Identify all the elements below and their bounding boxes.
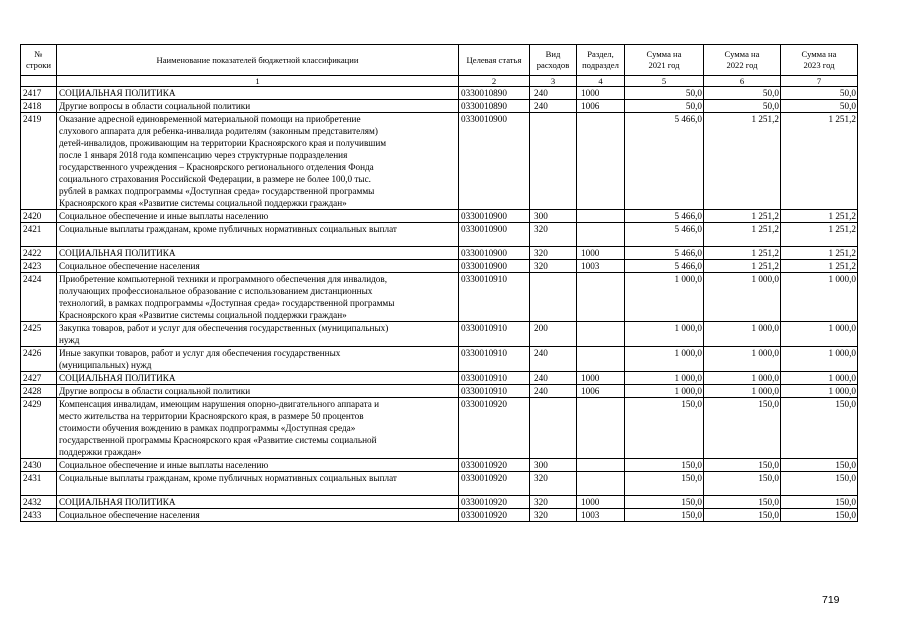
table-body xyxy=(21,87,858,522)
expense-type xyxy=(530,113,577,210)
expense-type xyxy=(530,273,577,322)
section-code: 1003 xyxy=(577,509,625,522)
sum-2022: 1 251,2 xyxy=(704,113,781,210)
column-number: 5 xyxy=(625,76,704,87)
header-expense-type: Вид расходов xyxy=(530,45,577,76)
expense-type: 240 xyxy=(530,385,577,398)
table-row xyxy=(21,398,858,459)
sum-2021: 5 466,0 xyxy=(625,113,704,210)
sum-2021: 150,0 xyxy=(625,398,704,459)
sum-2023: 150,0 xyxy=(781,459,858,472)
table-row xyxy=(21,496,858,509)
target-article: 0330010910 xyxy=(459,372,530,385)
page-number: 719 xyxy=(822,594,840,606)
sum-2021: 1 000,0 xyxy=(625,322,704,347)
sum-2022: 1 000,0 xyxy=(704,385,781,398)
indicator-name: Социальные выплаты гражданам, кроме публичных нормативных социальных выплат xyxy=(57,223,459,247)
sum-2023: 1 251,2 xyxy=(781,113,858,210)
target-article: 0330010920 xyxy=(459,509,530,522)
table-row xyxy=(21,273,858,322)
section-code xyxy=(577,210,625,223)
expense-type: 320 xyxy=(530,223,577,247)
target-article: 0330010920 xyxy=(459,398,530,459)
sum-2022: 1 000,0 xyxy=(704,273,781,322)
expense-type: 240 xyxy=(530,100,577,113)
sum-2022: 150,0 xyxy=(704,509,781,522)
expense-type: 320 xyxy=(530,247,577,260)
expense-type: 320 xyxy=(530,509,577,522)
column-number-row xyxy=(21,76,858,87)
sum-2023: 50,0 xyxy=(781,100,858,113)
sum-2021: 1 000,0 xyxy=(625,372,704,385)
section-code: 1006 xyxy=(577,385,625,398)
expense-type: 320 xyxy=(530,260,577,273)
sum-2022: 50,0 xyxy=(704,100,781,113)
section-code: 1003 xyxy=(577,260,625,273)
column-number: 6 xyxy=(704,76,781,87)
sum-2021: 5 466,0 xyxy=(625,210,704,223)
indicator-name: Оказание адресной единовременной материальной помощи на приобретение слухового аппарата для ребенка-инвалида родителям (законным представителям) детей-инвалидов, проживающим на территории Красноярского края и получившим после 1 января 2018 года компенсацию через структурные подразделения государственного учреждения – Красноярского регионального отделения Фонда социального страхования Российской Федерации, в размере не более 100,0 тыс. рублей в рамках подпрограммы «Доступная среда» государственной программы Красноярского края «Развитие системы социальной поддержки граждан» xyxy=(57,113,459,210)
sum-2023: 150,0 xyxy=(781,398,858,459)
table-row xyxy=(21,223,858,247)
indicator-name: СОЦИАЛЬНАЯ ПОЛИТИКА xyxy=(57,87,459,100)
column-number: 7 xyxy=(781,76,858,87)
sum-2023: 1 251,2 xyxy=(781,210,858,223)
sum-2023: 1 251,2 xyxy=(781,247,858,260)
column-number: 3 xyxy=(530,76,577,87)
row-number: 2430 xyxy=(21,459,57,472)
expense-type: 200 xyxy=(530,322,577,347)
section-code xyxy=(577,347,625,372)
table-row xyxy=(21,459,858,472)
section-code: 1000 xyxy=(577,372,625,385)
expense-type: 300 xyxy=(530,210,577,223)
indicator-name: Другие вопросы в области социальной политики xyxy=(57,385,459,398)
target-article: 0330010920 xyxy=(459,496,530,509)
sum-2023: 1 251,2 xyxy=(781,260,858,273)
indicator-name: Иные закупки товаров, работ и услуг для обеспечения государственных (муниципальных) нужд xyxy=(57,347,459,372)
target-article: 0330010900 xyxy=(459,210,530,223)
row-number: 2421 xyxy=(21,223,57,247)
row-number: 2417 xyxy=(21,87,57,100)
table-row xyxy=(21,87,858,100)
table-row xyxy=(21,347,858,372)
column-number: 4 xyxy=(577,76,625,87)
sum-2022: 150,0 xyxy=(704,398,781,459)
target-article: 0330010900 xyxy=(459,247,530,260)
row-number: 2433 xyxy=(21,509,57,522)
budget-table-container xyxy=(20,44,858,522)
row-number: 2425 xyxy=(21,322,57,347)
target-article: 0330010900 xyxy=(459,223,530,247)
expense-type xyxy=(530,398,577,459)
sum-2023: 1 000,0 xyxy=(781,347,858,372)
sum-2022: 1 000,0 xyxy=(704,372,781,385)
sum-2021: 1 000,0 xyxy=(625,385,704,398)
expense-type: 320 xyxy=(530,496,577,509)
indicator-name: СОЦИАЛЬНАЯ ПОЛИТИКА xyxy=(57,247,459,260)
row-number: 2427 xyxy=(21,372,57,385)
sum-2022: 1 000,0 xyxy=(704,347,781,372)
target-article: 0330010900 xyxy=(459,260,530,273)
row-number: 2424 xyxy=(21,273,57,322)
section-code xyxy=(577,472,625,496)
indicator-name: СОЦИАЛЬНАЯ ПОЛИТИКА xyxy=(57,372,459,385)
header-sum-2023: Сумма на 2023 год xyxy=(781,45,858,76)
sum-2023: 1 000,0 xyxy=(781,385,858,398)
indicator-name: Компенсация инвалидам, имеющим нарушения опорно-двигательного аппарата и место жительства на территории Красноярского края, в размере 50 процентов стоимости обучения вождению в рамках подпрограммы «Доступная среда» государственной программы Красноярского края «Развитие системы социальной поддержки граждан» xyxy=(57,398,459,459)
target-article: 0330010910 xyxy=(459,347,530,372)
sum-2022: 1 251,2 xyxy=(704,260,781,273)
indicator-name: Социальное обеспечение и иные выплаты населению xyxy=(57,210,459,223)
sum-2021: 5 466,0 xyxy=(625,223,704,247)
sum-2023: 150,0 xyxy=(781,496,858,509)
sum-2022: 1 251,2 xyxy=(704,247,781,260)
table-row xyxy=(21,509,858,522)
target-article: 0330010920 xyxy=(459,472,530,496)
target-article: 0330010920 xyxy=(459,459,530,472)
row-number: 2431 xyxy=(21,472,57,496)
expense-type: 240 xyxy=(530,87,577,100)
sum-2021: 5 466,0 xyxy=(625,247,704,260)
table-row xyxy=(21,113,858,210)
section-code xyxy=(577,398,625,459)
sum-2021: 5 466,0 xyxy=(625,260,704,273)
target-article: 0330010900 xyxy=(459,113,530,210)
table-row xyxy=(21,385,858,398)
sum-2021: 150,0 xyxy=(625,472,704,496)
row-number: 2422 xyxy=(21,247,57,260)
target-article: 0330010910 xyxy=(459,322,530,347)
sum-2021: 1 000,0 xyxy=(625,273,704,322)
sum-2021: 150,0 xyxy=(625,509,704,522)
sum-2022: 1 251,2 xyxy=(704,223,781,247)
sum-2023: 150,0 xyxy=(781,472,858,496)
sum-2022: 150,0 xyxy=(704,459,781,472)
row-number: 2423 xyxy=(21,260,57,273)
header-target-article: Целевая статья xyxy=(459,45,530,76)
header-indicator-name: Наименование показателей бюджетной классификации xyxy=(57,45,459,76)
section-code xyxy=(577,223,625,247)
row-number: 2426 xyxy=(21,347,57,372)
column-number: 1 xyxy=(57,76,459,87)
section-code: 1000 xyxy=(577,87,625,100)
sum-2022: 50,0 xyxy=(704,87,781,100)
row-number: 2418 xyxy=(21,100,57,113)
section-code: 1006 xyxy=(577,100,625,113)
expense-type: 240 xyxy=(530,372,577,385)
header-sum-2022: Сумма на 2022 год xyxy=(704,45,781,76)
table-row xyxy=(21,210,858,223)
column-number: 2 xyxy=(459,76,530,87)
sum-2022: 1 000,0 xyxy=(704,322,781,347)
target-article: 0330010890 xyxy=(459,87,530,100)
indicator-name: Приобретение компьютерной техники и программного обеспечения для инвалидов, получающих профессиональное образование с использованием дистанционных технологий, в рамках подпрограммы «Доступная среда» государственной программы Красноярского края «Развитие системы социальной поддержки граждан» xyxy=(57,273,459,322)
sum-2022: 150,0 xyxy=(704,472,781,496)
indicator-name: Социальное обеспечение населения xyxy=(57,260,459,273)
header-sum-2021: Сумма на 2021 год xyxy=(625,45,704,76)
indicator-name: Социальное обеспечение и иные выплаты населению xyxy=(57,459,459,472)
sum-2022: 150,0 xyxy=(704,496,781,509)
sum-2023: 1 000,0 xyxy=(781,372,858,385)
sum-2021: 150,0 xyxy=(625,459,704,472)
target-article: 0330010910 xyxy=(459,273,530,322)
header-row xyxy=(21,45,858,76)
sum-2023: 1 000,0 xyxy=(781,322,858,347)
table-row xyxy=(21,322,858,347)
table-row xyxy=(21,472,858,496)
sum-2023: 1 251,2 xyxy=(781,223,858,247)
table-row xyxy=(21,372,858,385)
table-row xyxy=(21,260,858,273)
indicator-name: Социальное обеспечение населения xyxy=(57,509,459,522)
indicator-name: Закупка товаров, работ и услуг для обеспечения государственных (муниципальных) нужд xyxy=(57,322,459,347)
expense-type: 320 xyxy=(530,472,577,496)
table-row xyxy=(21,247,858,260)
row-number: 2429 xyxy=(21,398,57,459)
budget-table xyxy=(20,44,858,522)
indicator-name: СОЦИАЛЬНАЯ ПОЛИТИКА xyxy=(57,496,459,509)
section-code xyxy=(577,459,625,472)
sum-2023: 1 000,0 xyxy=(781,273,858,322)
row-number: 2432 xyxy=(21,496,57,509)
target-article: 0330010910 xyxy=(459,385,530,398)
sum-2021: 150,0 xyxy=(625,496,704,509)
header-row-number: № строки xyxy=(21,45,57,76)
expense-type: 240 xyxy=(530,347,577,372)
section-code: 1000 xyxy=(577,247,625,260)
expense-type: 300 xyxy=(530,459,577,472)
row-number: 2420 xyxy=(21,210,57,223)
sum-2023: 150,0 xyxy=(781,509,858,522)
header-section: Раздел, подраздел xyxy=(577,45,625,76)
sum-2021: 1 000,0 xyxy=(625,347,704,372)
row-number: 2428 xyxy=(21,385,57,398)
sum-2021: 50,0 xyxy=(625,87,704,100)
sum-2022: 1 251,2 xyxy=(704,210,781,223)
section-code: 1000 xyxy=(577,496,625,509)
indicator-name: Другие вопросы в области социальной политики xyxy=(57,100,459,113)
target-article: 0330010890 xyxy=(459,100,530,113)
sum-2023: 50,0 xyxy=(781,87,858,100)
row-number: 2419 xyxy=(21,113,57,210)
indicator-name: Социальные выплаты гражданам, кроме публичных нормативных социальных выплат xyxy=(57,472,459,496)
table-row xyxy=(21,100,858,113)
section-code xyxy=(577,322,625,347)
sum-2021: 50,0 xyxy=(625,100,704,113)
column-number-empty xyxy=(21,76,57,87)
section-code xyxy=(577,273,625,322)
section-code xyxy=(577,113,625,210)
